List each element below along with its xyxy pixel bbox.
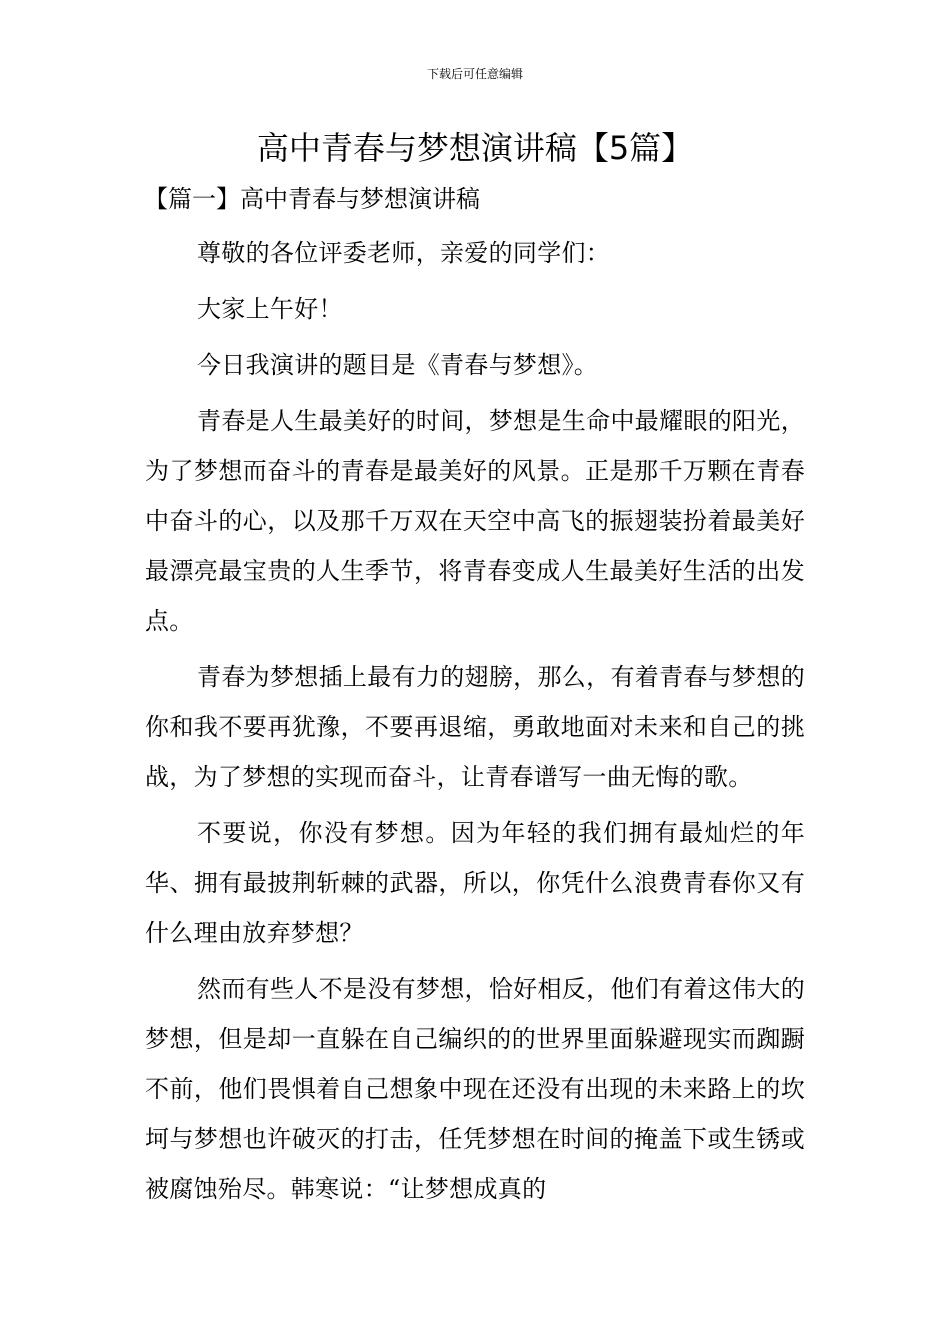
document-title: 高中青春与梦想演讲稿【5篇】 [256, 129, 694, 167]
paragraph-body: 然而有些人不是没有梦想，恰好相反，他们有着这伟大的梦想，但是却一直躲在自己编织的的世界里面躲避现实而踟蹰不前，他们畏惧着自己想象中现在还没有出现的未来路上的坎坷与梦想也许破灭的打击，任凭梦想在时间的掩盖下或生锈或被腐蚀殆尽。韩寒说：“让梦想成真的 [145, 975, 805, 1203]
paragraph-greeting: 大家上午好！ [197, 295, 343, 323]
document-body [145, 228, 805, 1220]
paragraph-salutation: 尊敬的各位评委老师，亲爱的同学们： [197, 239, 611, 267]
header-note: 下载后可任意编辑 [426, 67, 523, 81]
paragraph-body: 不要说，你没有梦想。因为年轻的我们拥有最灿烂的年华、拥有最披荆斩棘的武器，所以，你凭什么浪费青春你又有什么理由放弃梦想？ [145, 819, 805, 947]
paragraph-body: 青春为梦想插上最有力的翅膀，那么，有着青春与梦想的你和我不要再犹豫，不要再退缩，勇敢地面对未来和自己的挑战，为了梦想的实现而奋斗，让青春谱写一曲无悔的歌。 [145, 663, 805, 791]
paragraph-body: 青春是人生最美好的时间，梦想是生命中最耀眼的阳光，为了梦想而奋斗的青春是最美好的风景。正是那千万颗在青春中奋斗的心，以及那千万双在天空中高飞的振翅装扮着最美好最漂亮最宝贵的人生季节，将青春变成人生最美好生活的出发点。 [145, 407, 805, 635]
section-title: 【篇一】高中青春与梦想演讲稿 [144, 185, 480, 213]
paragraph-topic: 今日我演讲的题目是《青春与梦想》。 [197, 351, 599, 379]
